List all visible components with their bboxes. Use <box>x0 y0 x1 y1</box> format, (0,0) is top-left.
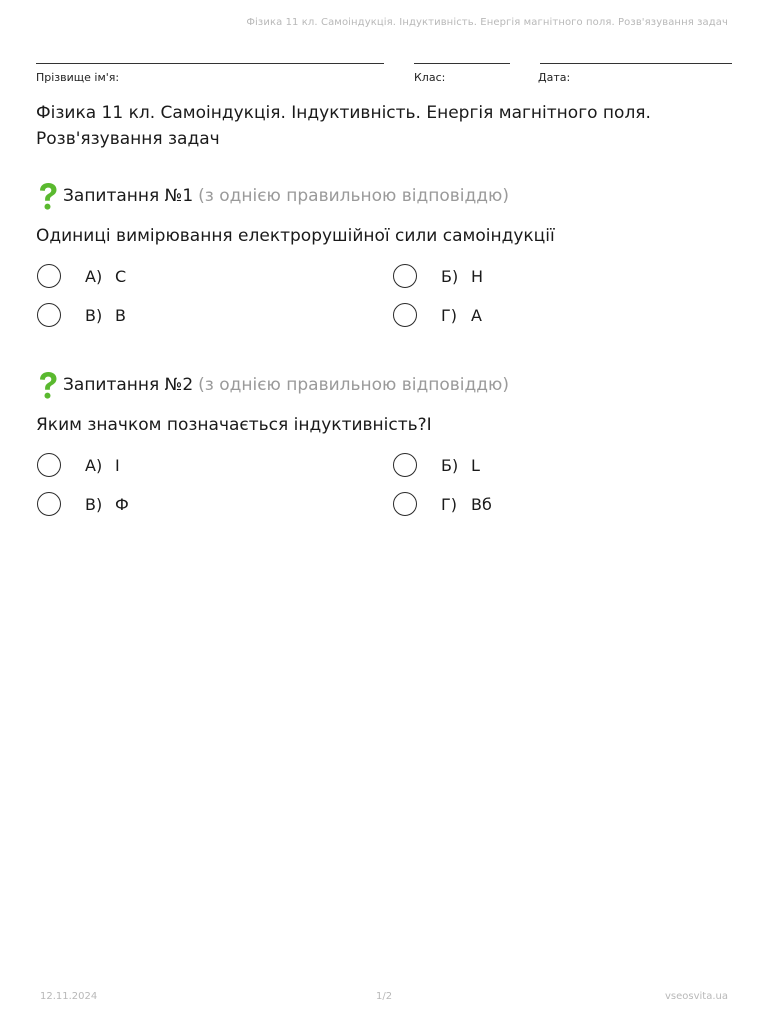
date-line <box>540 63 732 64</box>
class-label: Клас: <box>414 71 446 84</box>
q1-option-d[interactable] <box>393 302 482 328</box>
document-title <box>36 100 736 152</box>
radio-circle[interactable] <box>37 492 61 516</box>
option-letter: Б) <box>441 455 459 475</box>
option-letter: А) <box>85 266 103 286</box>
question-2-mode: (з однією правильною відповіддю) <box>198 375 509 395</box>
option-letter: Г) <box>441 494 457 514</box>
option-letter: А) <box>85 455 103 475</box>
option-text: В <box>115 305 126 325</box>
option-text: L <box>471 455 480 475</box>
class-line <box>414 63 510 64</box>
option-letter: Г) <box>441 305 457 325</box>
title-line-2: Розв'язування задач <box>36 129 220 149</box>
footer-page: 1/2 <box>376 991 393 1002</box>
radio-circle[interactable] <box>393 453 417 477</box>
option-letter: В) <box>85 494 103 514</box>
running-header: Фізика 11 кл. Самоіндукція. Індуктивність. Енергія магнітного поля. Розв'язування задач <box>246 17 728 28</box>
question-2-text: Яким значком позначається індуктивність?І <box>36 415 432 435</box>
q2-option-c[interactable] <box>37 491 129 517</box>
option-text: Ф <box>115 494 129 514</box>
question-mark-icon <box>36 181 60 211</box>
radio-circle[interactable] <box>393 264 417 288</box>
name-label: Прізвище ім'я: <box>36 71 120 84</box>
radio-circle[interactable] <box>37 303 61 327</box>
question-2-header <box>36 370 509 400</box>
title-line-1: Фізика 11 кл. Самоіндукція. Індуктивність. Енергія магнітного поля. <box>36 103 651 123</box>
question-1-mode: (з однією правильною відповіддю) <box>198 186 509 206</box>
question-1-text: Одиниці вимірювання електрорушійної сили самоіндукції <box>36 226 555 246</box>
question-1-number: Запитання №1 <box>63 186 194 206</box>
q2-option-b[interactable] <box>393 452 480 478</box>
footer-date: 12.11.2024 <box>40 991 98 1002</box>
option-text: А <box>471 305 482 325</box>
option-text: С <box>115 266 127 286</box>
footer-site-link[interactable]: vseosvita.ua <box>665 991 728 1002</box>
question-mark-icon <box>36 370 60 400</box>
option-letter: В) <box>85 305 103 325</box>
option-text: Вб <box>471 494 492 514</box>
option-letter: Б) <box>441 266 459 286</box>
radio-circle[interactable] <box>393 303 417 327</box>
q2-option-d[interactable] <box>393 491 492 517</box>
question-1-header <box>36 181 509 211</box>
option-text: Н <box>471 266 484 286</box>
radio-circle[interactable] <box>37 264 61 288</box>
q1-option-b[interactable] <box>393 263 483 289</box>
q1-option-a[interactable] <box>37 263 126 289</box>
date-label: Дата: <box>538 71 571 84</box>
q2-option-a[interactable] <box>37 452 120 478</box>
name-line <box>36 63 384 64</box>
option-text: І <box>115 455 120 475</box>
radio-circle[interactable] <box>37 453 61 477</box>
question-2-number: Запитання №2 <box>63 375 194 395</box>
q1-option-c[interactable] <box>37 302 126 328</box>
radio-circle[interactable] <box>393 492 417 516</box>
